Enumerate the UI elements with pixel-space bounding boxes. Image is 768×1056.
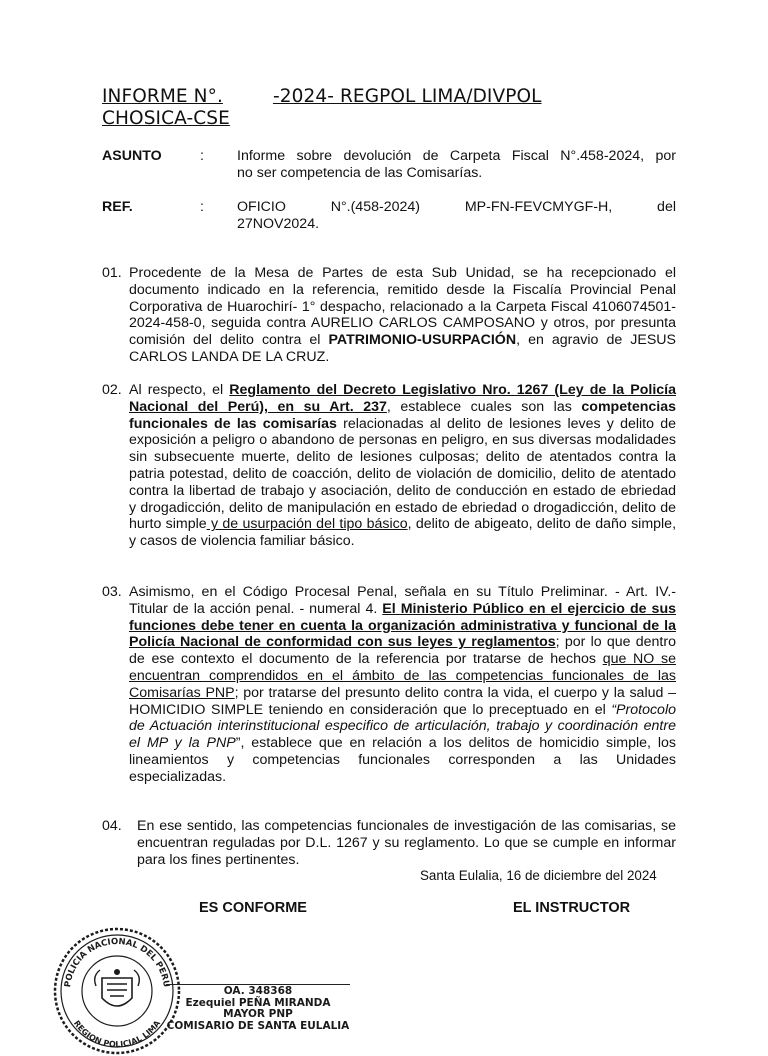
signature-rank: MAYOR PNP [223, 1008, 293, 1020]
competencies-bold: competencias funcionales de las comisarías [129, 398, 677, 432]
paragraph-text: , delito de abigeato, delito de daño simple, y casos de violencia familiar básico. [129, 516, 677, 550]
asunto-label: ASUNTO [102, 148, 162, 164]
title-number: INFORME N°. [102, 86, 223, 107]
paragraph-body [137, 818, 676, 868]
asunto-line2: no ser competencia de las Comisarías. [237, 165, 483, 181]
not-competence-underlined: que NO se encuentran comprendidos en el ámbito de las competencias funcionales de las Comisarías PNP [129, 651, 676, 701]
stamp-top-text: POLICIA NACIONAL DEL PERU [63, 936, 171, 988]
title-year-unit: -2024- REGPOL LIMA/DIVPOL [272, 86, 542, 107]
paragraph-number: 01. [102, 265, 122, 281]
paragraph-text: , en agravio de JESUS CARLOS LANDA DE LA CRUZ. [129, 332, 677, 365]
regulation-reference: Reglamento del Decreto Legislativo Nro. 1267 (Ley de la Policía Nacional del Perú), en su Art. 237 [129, 382, 676, 415]
commander-signature-block [160, 984, 356, 1032]
paragraph-text: Procedente de la Mesa de Partes de esta Sub Unidad, se ha recepcionado el documento indicado en la referencia, remitido desde la Fiscalía Provincial Penal Corporativa de Huarochirí- 1° despacho, relacionado a la Carpeta Fiscal 4106074501-2024-458-0, seguida contra AURELIO CARLOS CAMPOSANO y otros, por presunta comisión del delito contra el [129, 265, 676, 349]
ref-label: REF. [102, 199, 133, 215]
place-date: Santa Eulalia, 16 de diciembre del 2024 [420, 868, 657, 883]
paragraph-body [129, 382, 676, 550]
crime-type-bold: PATRIMONIO-USURPACIÓN [328, 332, 517, 349]
paragraph-text: , establece cuales son las [386, 398, 582, 415]
signature-cip: OA. 348368 [223, 985, 293, 997]
paragraph-text: relacionadas al delito de lesiones leves y delito de exposición a peligro o abandono de personas en peligro, en sus diversas modalidades sin subsecuente muerte, delito de lesiones culposas; delito de atentados contra la patria potestad, delito de coacción, delito de violación de domicilio, delito de atentado contra la libertad de trabajo y asociación, delito de conducción en estado de ebriedad y drogadicción, delito de manipulación en estado de ebriedad o drogadicción, delito de hurto simple [129, 415, 676, 533]
paragraph-03 [102, 584, 676, 786]
paragraph-text: ; por lo que dentro de ese contexto el documento de la referencia por tratarse de hechos [129, 634, 676, 668]
ref-value [237, 199, 676, 233]
signature-instructor-label: EL INSTRUCTOR [513, 900, 631, 916]
paragraph-body [129, 265, 676, 366]
paragraph-02 [102, 382, 676, 550]
ref-line1: OFICIO N°.(458-2024) MP-FN-FEVCMYGF-H, del [237, 199, 676, 215]
paragraph-text: ”, establece que en relación a los delitos de homicidio simple, los lineamientos y competencias funcionales corresponden a las Unidades especializadas. [129, 735, 677, 785]
asunto-colon: : [200, 148, 204, 164]
report-title [102, 86, 622, 130]
paragraph-number: 04. [102, 818, 122, 834]
stamp-emblem-icon [95, 969, 140, 1006]
asunto-value [237, 148, 676, 182]
usurpation-underlined: y de usurpación del tipo básico [206, 516, 408, 533]
paragraph-number: 02. [102, 382, 122, 398]
title-unit-line2: CHOSICA-CSE [102, 108, 230, 129]
signature-name: Ezequiel PEÑA MIRANDA [185, 996, 331, 1009]
paragraph-text: Asimismo, en el Código Procesal Penal, señala en su Título Preliminar. - Art. IV.- Titular de la acción penal. - numeral 4. [129, 584, 676, 617]
paragraph-text: En ese sentido, las competencias funcionales de investigación de las comisarias, se encuentran reguladas por D.L. 1267 y su reglamento. Lo que se cumple en informar para los fines pertinentes. [137, 818, 676, 868]
ministry-clause: El Ministerio Público en el ejercicio de sus funciones debe tener en cuenta la organización administrativa y funcional de la Policía Nacional de conformidad con sus leyes y reglamentos [129, 600, 676, 651]
ref-colon: : [200, 199, 204, 215]
paragraph-text: Al respecto, el [129, 382, 230, 398]
stamp-bottom-text: REGION POLICIAL LIMA [71, 1018, 163, 1050]
signature-approval-label: ES CONFORME [199, 900, 307, 916]
paragraph-number: 03. [102, 584, 122, 600]
paragraph-01 [102, 265, 676, 366]
paragraph-04 [102, 818, 676, 868]
asunto-line1: Informe sobre devolución de Carpeta Fiscal N°.458-2024, por [237, 148, 676, 164]
signature-post: COMISARIO DE SANTA EULALIA [166, 1019, 350, 1032]
protocol-italic: “Protocolo de Actuación interinstitucional especifico de articulación, trabajo y coordinación entre el MP y la PNP [129, 701, 676, 752]
paragraph-text: ; por tratarse del presunto delito contra la vida, el cuerpo y la salud – HOMICIDIO SIMPLE teniendo en consideración que lo preceptuado en el [129, 684, 676, 718]
svg-text:POLICIA NACIONAL DEL PERU [63, 937, 171, 988]
ref-line2: 27NOV2024. [237, 216, 320, 232]
paragraph-body [129, 584, 676, 786]
